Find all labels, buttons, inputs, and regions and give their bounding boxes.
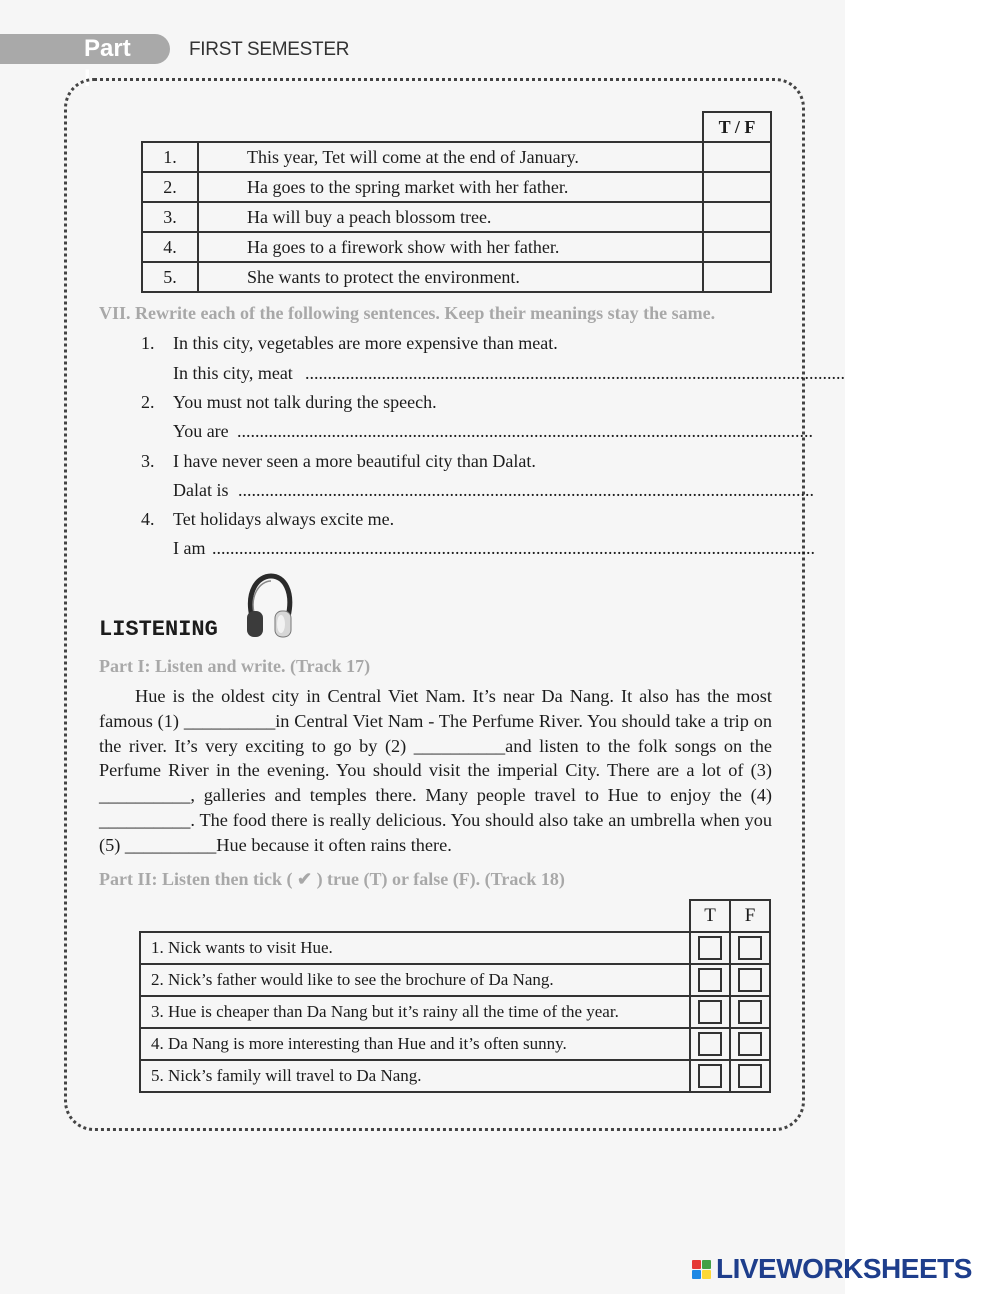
item-number: 3. bbox=[141, 451, 155, 471]
row-statement: Ha goes to a firework show with her father. bbox=[198, 232, 703, 262]
item-number: 4. bbox=[141, 509, 155, 529]
tf-header: T / F bbox=[703, 112, 771, 142]
table-row bbox=[142, 262, 771, 292]
table-row bbox=[142, 232, 771, 262]
true-checkbox[interactable] bbox=[698, 968, 722, 992]
cloze-paragraph bbox=[99, 684, 772, 858]
false-checkbox[interactable] bbox=[738, 1000, 762, 1024]
statement: 4. Da Nang is more interesting than Hue and it’s often sunny. bbox=[140, 1028, 690, 1060]
answer-line-1[interactable]: ........................................................................................................................ bbox=[305, 363, 845, 383]
part-label: Part I bbox=[84, 35, 131, 92]
statement: 2. Nick’s father would like to see the brochure of Da Nang. bbox=[140, 964, 690, 996]
row-number: 1. bbox=[142, 142, 198, 172]
semester-title: FIRST SEMESTER bbox=[189, 39, 350, 60]
headphones-icon bbox=[244, 573, 294, 643]
original-sentence: Tet holidays always excite me. bbox=[173, 509, 395, 529]
answer-cell[interactable] bbox=[703, 172, 771, 202]
right-margin bbox=[845, 0, 1000, 1294]
answer-line-2[interactable]: ................................................................................................................................ bbox=[237, 421, 813, 441]
true-checkbox[interactable] bbox=[698, 1032, 722, 1056]
logo-text: LIVEWORKSHEETS bbox=[716, 1253, 972, 1284]
table-row bbox=[140, 1028, 770, 1060]
original-sentence: You must not talk during the speech. bbox=[173, 392, 437, 412]
false-checkbox[interactable] bbox=[738, 936, 762, 960]
listening-part-1-title: Part I: Listen and write. (Track 17) bbox=[99, 656, 371, 676]
listening-heading: LISTENING bbox=[99, 617, 218, 642]
statement: 1. Nick wants to visit Hue. bbox=[140, 932, 690, 964]
row-number: 3. bbox=[142, 202, 198, 232]
false-checkbox[interactable] bbox=[738, 1032, 762, 1056]
row-number: 2. bbox=[142, 172, 198, 202]
row-statement: This year, Tet will come at the end of January. bbox=[198, 142, 703, 172]
column-t: T bbox=[690, 900, 730, 932]
true-false-table-reading bbox=[141, 111, 772, 293]
rewrite-prompt-2: You are bbox=[173, 421, 229, 441]
answer-cell[interactable] bbox=[703, 262, 771, 292]
original-sentence: In this city, vegetables are more expensive than meat. bbox=[173, 333, 558, 353]
true-checkbox[interactable] bbox=[698, 936, 722, 960]
true-checkbox[interactable] bbox=[698, 1000, 722, 1024]
table-row bbox=[140, 964, 770, 996]
rewrite-item-2 bbox=[141, 392, 437, 413]
statement: 5. Nick’s family will travel to Da Nang. bbox=[140, 1060, 690, 1092]
rewrite-prompt-3: Dalat is bbox=[173, 480, 229, 500]
item-number: 2. bbox=[141, 392, 155, 412]
item-number: 1. bbox=[141, 333, 155, 353]
table-row bbox=[140, 1060, 770, 1092]
row-statement: Ha will buy a peach blossom tree. bbox=[198, 202, 703, 232]
answer-cell[interactable] bbox=[703, 232, 771, 262]
logo-grid-icon bbox=[692, 1260, 712, 1280]
false-checkbox[interactable] bbox=[738, 1064, 762, 1088]
table-row bbox=[142, 202, 771, 232]
listening-part-2-title: Part II: Listen then tick ( ✔ ) true (T) or false (F). (Track 18) bbox=[99, 869, 565, 889]
answer-cell[interactable] bbox=[703, 142, 771, 172]
rewrite-prompt-4: I am bbox=[173, 538, 206, 558]
rewrite-item-1 bbox=[141, 333, 558, 354]
table-row bbox=[140, 996, 770, 1028]
row-statement: Ha goes to the spring market with her father. bbox=[198, 172, 703, 202]
table-row bbox=[142, 142, 771, 172]
true-checkbox[interactable] bbox=[698, 1064, 722, 1088]
original-sentence: I have never seen a more beautiful city than Dalat. bbox=[173, 451, 536, 471]
row-number: 4. bbox=[142, 232, 198, 262]
table-row bbox=[140, 932, 770, 964]
section-7-title: VII. Rewrite each of the following sentences. Keep their meanings stay the same. bbox=[99, 303, 716, 323]
table-row bbox=[142, 172, 771, 202]
rewrite-prompt-1: In this city, meat bbox=[173, 363, 293, 383]
row-statement: She wants to protect the environment. bbox=[198, 262, 703, 292]
true-false-table-listening bbox=[139, 899, 771, 1093]
answer-line-3[interactable]: ................................................................................................................................ bbox=[238, 480, 814, 500]
column-f: F bbox=[730, 900, 770, 932]
paragraph-text: Hue is the oldest city in Central Viet Nam. It’s near Da Nang. It also has the most famous (1) __________in Central Viet Nam - The Perfume River. You should take a trip on the river. It’s very exciting to go by (2) __________and listen to the folk songs on the Perfume River in the evening. You should visit the imperial City. There are a lot of (3) __________, galleries and temples there. Many people travel to Hue to enjoy the (4) __________. The food there is really delicious. You should also take an umbrella when you (5) __________Hue because it often rains there. bbox=[99, 686, 772, 855]
row-number: 5. bbox=[142, 262, 198, 292]
rewrite-item-3 bbox=[141, 451, 536, 472]
answer-cell[interactable] bbox=[703, 202, 771, 232]
false-checkbox[interactable] bbox=[738, 968, 762, 992]
statement: 3. Hue is cheaper than Da Nang but it’s rainy all the time of the year. bbox=[140, 996, 690, 1028]
answer-line-4[interactable]: ...................................................................................................................................... bbox=[212, 538, 815, 558]
rewrite-item-4 bbox=[141, 509, 394, 530]
